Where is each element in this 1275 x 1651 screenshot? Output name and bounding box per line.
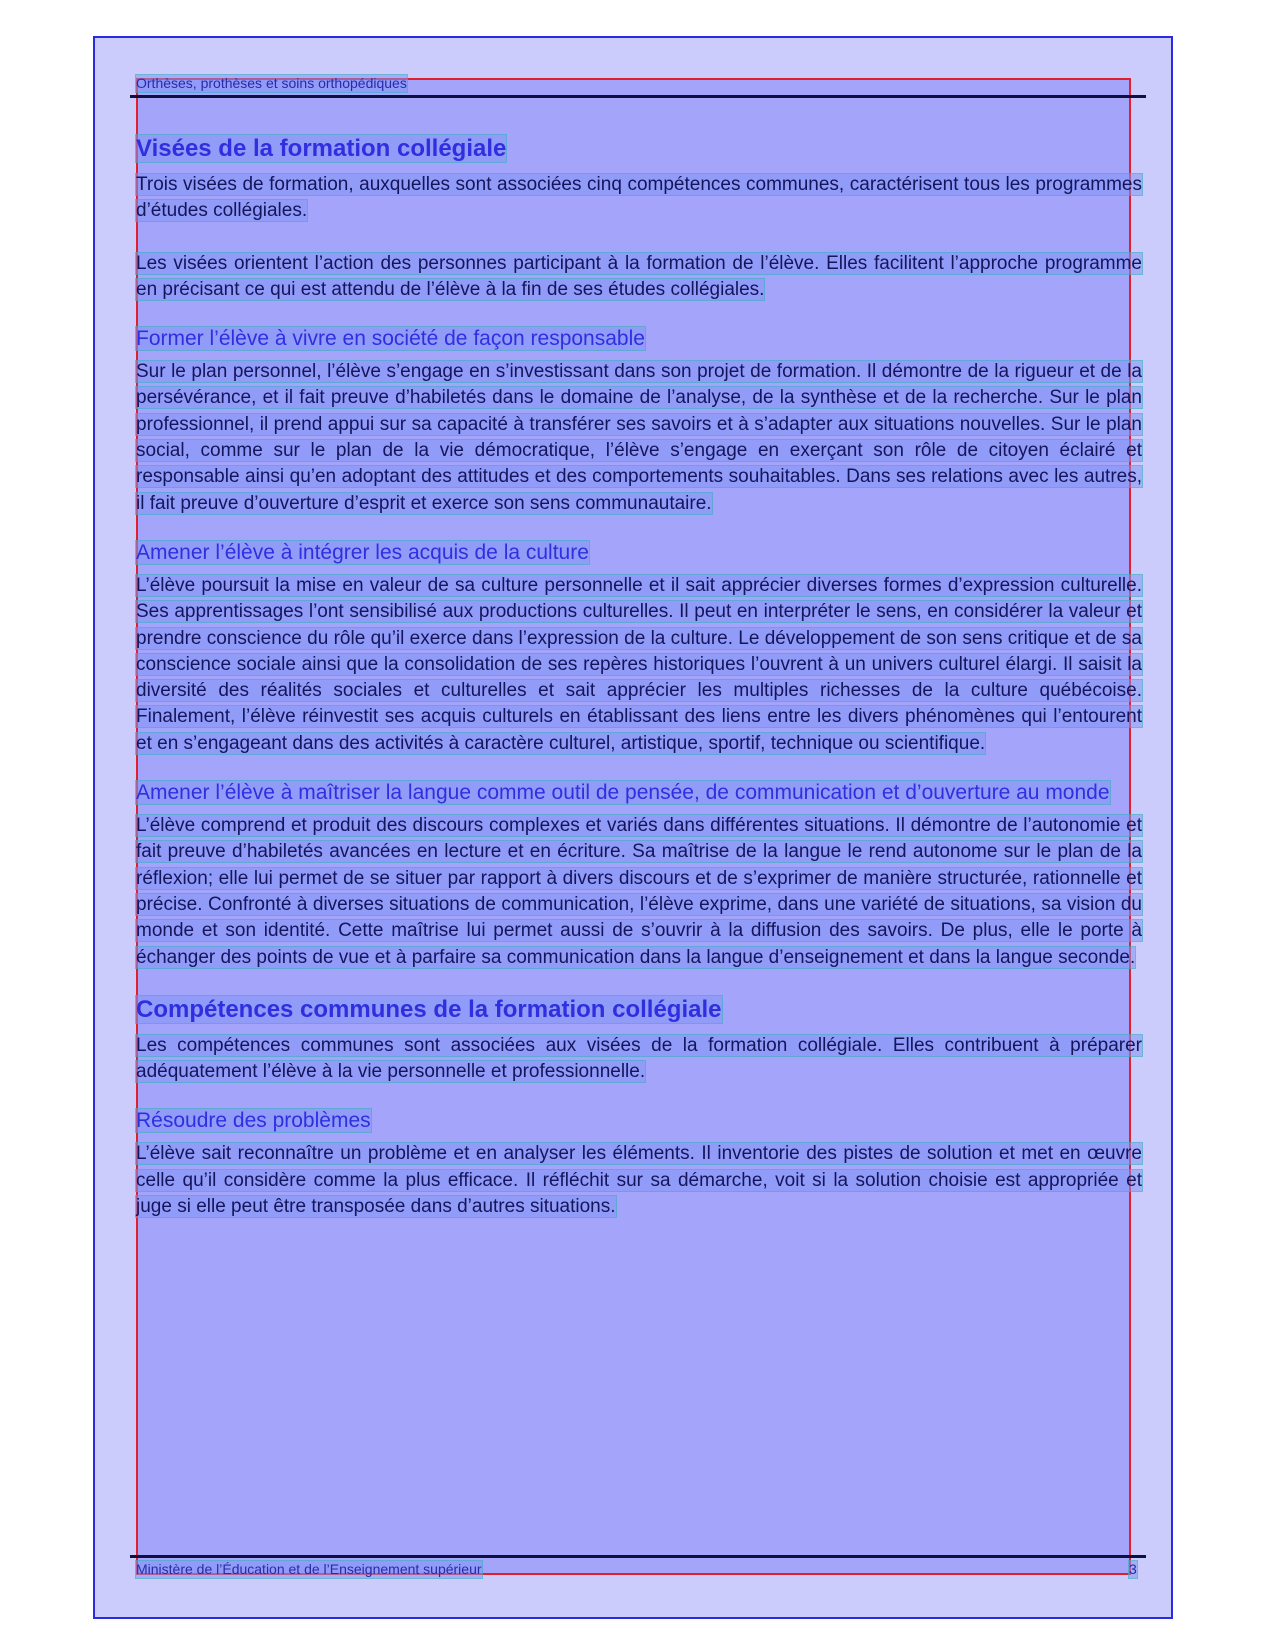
running-header: Orthèses, prothèses et soins orthopédiques: [136, 75, 407, 91]
document-body: [136, 132, 1142, 1246]
heading-problemes-text: Résoudre des problèmes: [136, 1109, 371, 1133]
paragraph-problemes: [136, 1141, 1142, 1220]
heading-langue-text: Amener l’élève à maîtriser la langue comme outil de pensée, de communication et d’ouverture au monde: [136, 781, 1110, 805]
paragraph-former: [136, 359, 1142, 517]
page-number: 3: [1129, 1561, 1137, 1577]
heading-former: [136, 325, 1142, 353]
heading-langue: [136, 779, 1142, 807]
paragraph-competences-intro: [136, 1033, 1142, 1086]
paragraph-text: L’élève poursuit la mise en valeur de sa culture personnelle et il sait apprécier diverses formes d’expression culturelle. Ses apprentissages l’ont sensibilisé aux productions culturelles. Il peut en interpréter le sens, en considérer la valeur et prendre conscience du rôle qu’il exerce dans l’expression de la culture. Le développement de son sens critique et de sa conscience sociale ainsi que la consolidation de ses repères historiques l’ouvrent à un univers culturel élargi. Il saisit la diversité des réalités sociales et culturelles et sait apprécier les multiples richesses de la culture québécoise. Finalement, l’élève réinvestit ses acquis culturels en établissant des liens entre les divers phénomènes qui l’entourent et en s’engageant dans des activités à caractère culturel, artistique, sportif, technique ou scientifique.: [136, 574, 1142, 754]
heading-competences-text: Compétences communes de la formation collégiale: [136, 995, 722, 1023]
heading-competences: [136, 993, 1142, 1027]
heading-visees-text: Visées de la formation collégiale: [136, 135, 507, 162]
heading-visees: [136, 132, 1142, 166]
paragraph-text: L’élève comprend et produit des discours complexes et variés dans différentes situations. Il démontre de l’autonomie et fait preuve d’habiletés avancées en lecture et en écriture. Sa maîtrise de la langue le rend autonome sur le plan de la réflexion; elle lui permet de se situer par rapport à divers discours et de s’exprimer de manière structurée, rationnelle et précise. Confronté à diverses situations de communication, l’élève exprime, dans une variété de situations, sa vision du monde et son identité. Cette maîtrise lui permet aussi de s’ouvrir à la diffusion des savoirs. De plus, elle le porte à échanger des points de vue et à parfaire sa communication dans la langue d’enseignement et dans la langue seconde.: [136, 815, 1142, 968]
footer-ministry: Ministère de l’Éducation et de l’Enseignement supérieur: [136, 1561, 482, 1577]
heading-former-text: Former l’élève à vivre en société de façon responsable: [136, 327, 645, 351]
paragraph-text: Les compétences communes sont associées aux visées de la formation collégiale. Elles contribuent à préparer adéquatement l’élève à la vie personnelle et professionnelle.: [136, 1034, 1142, 1083]
heading-culture-text: Amener l’élève à intégrer les acquis de la culture: [136, 540, 589, 564]
paragraph-langue: [136, 813, 1142, 971]
paragraph-text: Sur le plan personnel, l’élève s’engage en s’investissant dans son projet de formation. Il démontre de la rigueur et de la persévérance, et il fait preuve d’habiletés dans le domaine de l’analyse, de la synthèse et de la recherche. Sur le plan professionnel, il prend appui sur sa capacité à transférer ses savoirs et à s’adapter aux situations nouvelles. Sur le plan social, comme sur le plan de la vie démocratique, l’élève s’engage en exerçant son rôle de citoyen éclairé et responsable ainsi qu’en adoptant des attitudes et des comportements souhaitables. Dans ses relations avec les autres, il fait preuve d’ouverture d’esprit et exerce son sens communautaire.: [136, 361, 1142, 514]
heading-culture: [136, 539, 1142, 567]
paragraph-visees-intro-2: [136, 251, 1142, 304]
paragraph-text: Les visées orientent l’action des personnes participant à la formation de l’élève. Elles facilitent l’approche programme en précisant ce qui est attendu de l’élève à la fin de ses études collégiales.: [136, 252, 1142, 300]
paragraph-visees-intro-1: [136, 172, 1142, 225]
paragraph-text: Trois visées de formation, auxquelles sont associées cinq compétences communes, caractérisent tous les programmes d’études collégiales.: [136, 174, 1142, 222]
heading-problemes: [136, 1107, 1142, 1135]
paragraph-text: L’élève sait reconnaître un problème et en analyser les éléments. Il inventorie des pistes de solution et met en œuvre celle qu’il considère comme la plus efficace. Il réfléchit sur sa démarche, voit si la solution choisie est appropriée et juge si elle peut être transposée dans d’autres situations.: [136, 1143, 1142, 1218]
paragraph-culture: [136, 573, 1142, 757]
header-rule: [130, 95, 1146, 98]
footer-rule: [130, 1555, 1146, 1558]
